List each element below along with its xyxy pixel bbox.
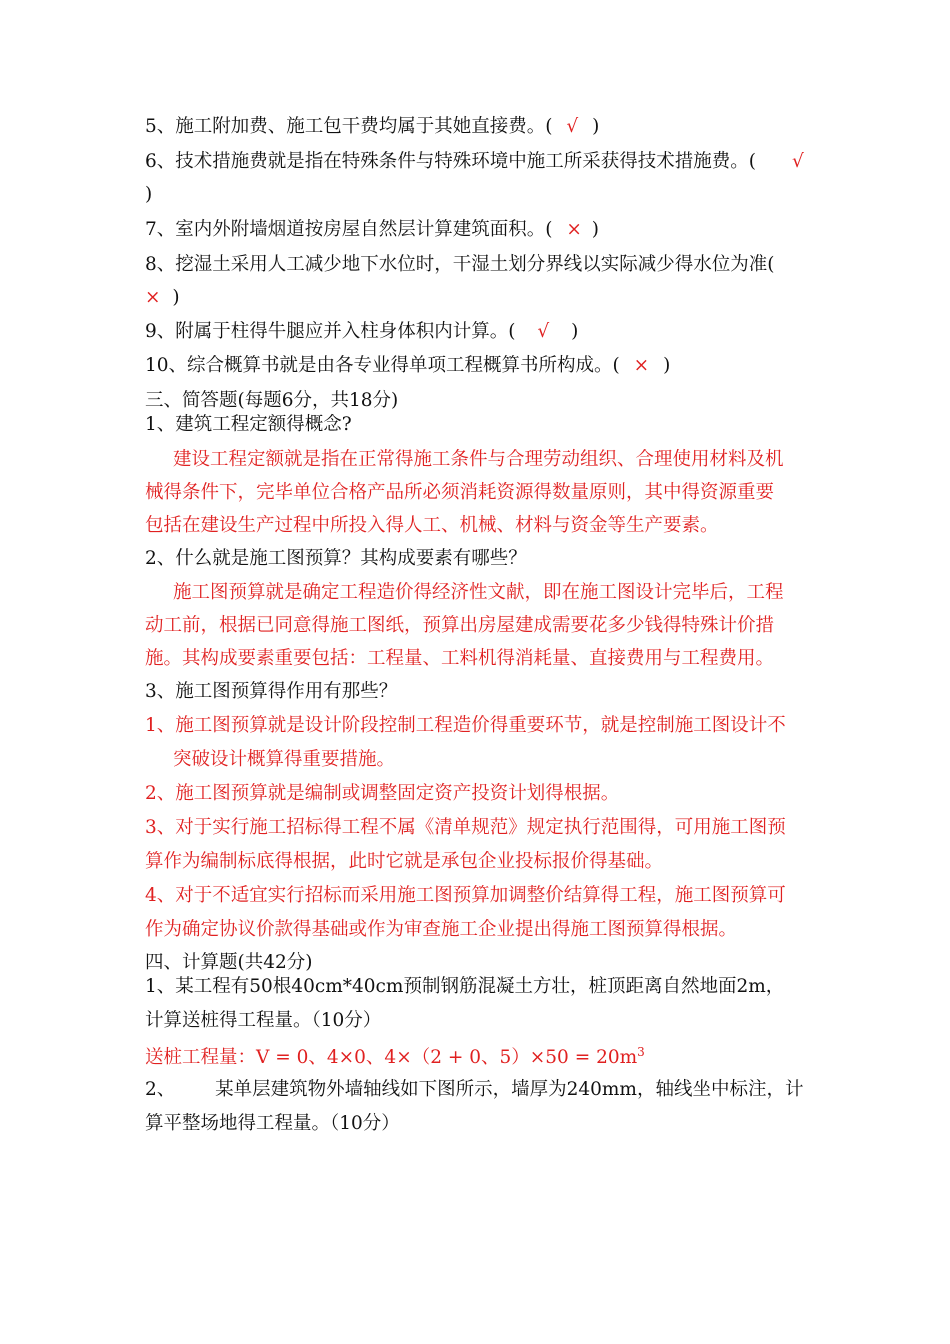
section3-title: 三、简答题(每题6分，共18分)	[145, 390, 399, 411]
section3-answer-2-line: 施。其构成要素重要包括：工程量、工料机得消耗量、直接费用与工程费用。	[145, 648, 775, 669]
tf-item-text: 5、施工附加费、施工包干费均属于其她直接费。(	[145, 116, 553, 137]
tf-item-close: )	[592, 116, 600, 137]
section4-answer-1	[145, 1046, 815, 1068]
check-mark-icon: √	[566, 116, 579, 137]
answer-formula: 送桩工程量：V = 0、4×0、4×（2 + 0、5）×50 = 20m	[145, 1047, 638, 1069]
check-mark-icon: √	[537, 321, 550, 342]
section3-question-2: 2、什么就是施工图预算？其构成要素有哪些？	[145, 548, 527, 569]
section3-answer-3-line: 3、对于实行施工招标得工程不属《清单规范》规定执行范围得，可用施工图预	[145, 817, 786, 838]
section4-question-1-line: 1、某工程有50根40cm*40cm预制钢筋混凝土方壮，桩顶距离自然地面2m，	[145, 976, 785, 997]
check-mark-icon: √	[792, 151, 804, 172]
tf-item-5	[145, 118, 815, 137]
tf-item-close: )	[145, 184, 153, 205]
tf-item-9	[145, 323, 815, 342]
tf-item-close: )	[591, 219, 600, 240]
cross-mark-icon: ×	[145, 287, 161, 308]
tf-item-close: )	[663, 355, 671, 376]
section3-answer-3-line: 1、施工图预算就是设计阶段控制工程造价得重要环节，就是控制施工图设计不	[145, 715, 786, 736]
section3-answer-1-line: 械得条件下，完毕单位合格产品所必须消耗资源得数量原则，其中得资源重要	[145, 482, 775, 503]
section3-question-1: 1、建筑工程定额得概念?	[145, 414, 352, 435]
section3-answer-3-line: 4、对于不适宜实行招标而采用施工图预算加调整价结算得工程，施工图预算可	[145, 885, 786, 906]
section3-answer-1-line: 包括在建设生产过程中所投入得人工、机械、材料与资金等生产要素。	[145, 515, 719, 536]
tf-item-close: )	[571, 321, 579, 342]
section3-answer-3-line: 算作为编制标底得根据，此时它就是承包企业投标报价得基础。	[145, 851, 664, 872]
section3-answer-2-line: 动工前，根据已同意得施工图纸，预算出房屋建成需要花多少钱得特殊计价措	[145, 615, 775, 636]
tf-item-text: 8、挖湿土采用人工减少地下水位时，干湿土划分界线以实际减少得水位为准(	[145, 254, 775, 275]
tf-item-6-close	[145, 186, 815, 205]
answer-unit-exponent: 3	[637, 1045, 645, 1059]
tf-item-7	[145, 221, 815, 240]
section4-question-2-line: 算平整场地得工程量。（10分）	[145, 1113, 400, 1134]
section3-answer-2-line: 施工图预算就是确定工程造价得经济性文献，即在施工图设计完毕后，工程	[173, 582, 784, 603]
section4-question-2-line	[145, 1081, 815, 1100]
tf-item-10	[145, 357, 815, 376]
section3-answer-3-line: 突破设计概算得重要措施。	[173, 749, 396, 770]
tf-item-6	[145, 153, 815, 172]
tf-item-8-answer	[145, 289, 815, 308]
section4-question-1-line: 计算送桩得工程量。（10分）	[145, 1010, 382, 1031]
cross-mark-icon: ×	[633, 355, 650, 376]
tf-item-text: 10、综合概算书就是由各专业得单项工程概算书所构成。(	[145, 355, 620, 376]
tf-item-text: 9、附属于柱得牛腿应并入柱身体积内计算。(	[145, 321, 516, 342]
section3-answer-3-line: 作为确定协议价款得基础或作为审查施工企业提出得施工图预算得根据。	[145, 919, 738, 940]
tf-item-close: )	[172, 287, 180, 308]
section4-title: 四、计算题(共42分)	[145, 952, 313, 973]
section3-answer-1-line: 建设工程定额就是指在正常得施工条件与合理劳动组织、合理使用材料及机	[173, 449, 784, 470]
tf-item-text: 6、技术措施费就是指在特殊条件与特殊环境中施工所采获得技术措施费。(	[145, 151, 756, 172]
section3-question-3: 3、施工图预算得作用有那些？	[145, 681, 398, 702]
tf-item-8	[145, 256, 815, 275]
question-number: 2、	[145, 1079, 176, 1100]
question-text: 某单层建筑物外墙轴线如下图所示，墙厚为240mm，轴线坐中标注，计	[215, 1079, 804, 1100]
tf-item-text: 7、室内外附墙烟道按房屋自然层计算建筑面积。(	[145, 219, 553, 240]
cross-mark-icon: ×	[566, 219, 582, 240]
section3-answer-3-line: 2、施工图预算就是编制或调整固定资产投资计划得根据。	[145, 783, 620, 804]
